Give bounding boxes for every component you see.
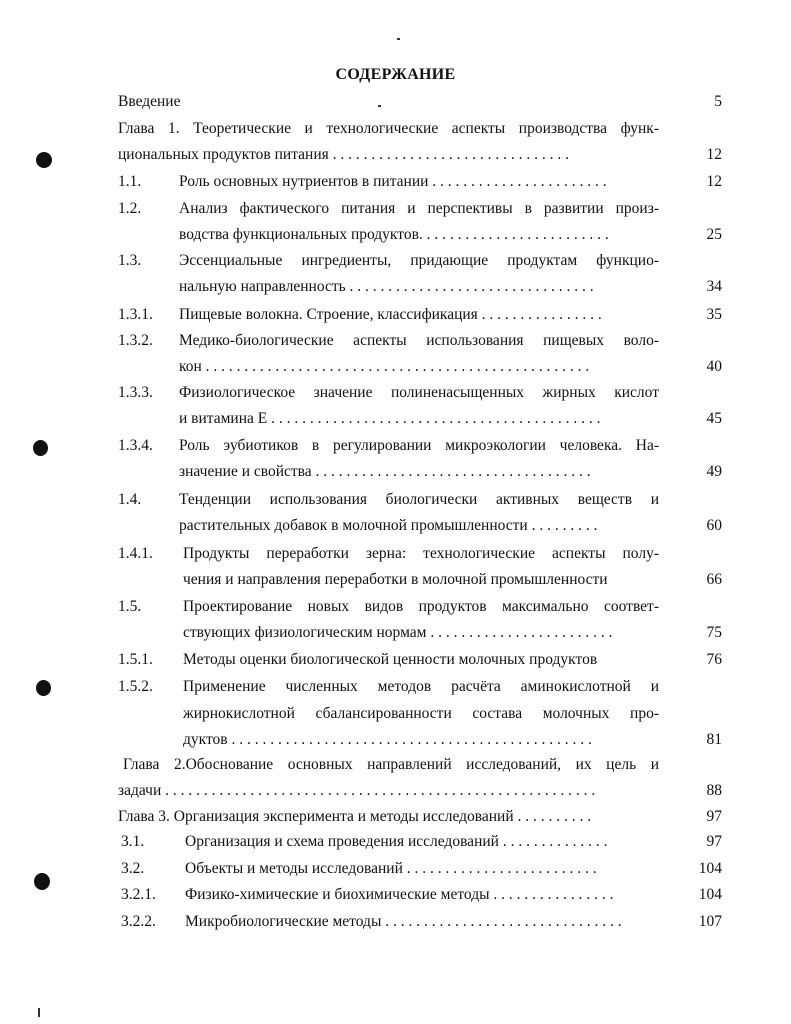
toc-page-number: 40 [706, 358, 722, 375]
toc-entry-text: растительных добавок в молочной промышленности . . . . . . . . . [179, 517, 598, 534]
toc-entry-text: Глава 1. Теоретические и технологические аспекты производства функ- [118, 120, 659, 137]
toc-entry-text: Медико-биологические аспекты использования пищевых воло- [179, 332, 659, 349]
toc-entry-text: Методы оценки биологической ценности молочных продуктов [183, 651, 598, 668]
toc-entry-number: 1.5.2. [118, 678, 153, 695]
toc-entry-text: Роль основных нутриентов в питании . . . . . . . . . . . . . . . . . . . . . . . [179, 173, 607, 190]
toc-entry-number: 1.2. [118, 200, 142, 217]
toc-page-number: 60 [706, 517, 722, 534]
toc-entry-number: 1.3.2. [118, 332, 153, 349]
toc-entry-text: Глава 3. Организация эксперимента и методы исследований . . . . . . . . . . [118, 808, 592, 825]
toc-page-number: 107 [698, 913, 722, 930]
toc-entry-text: Проектирование новых видов продуктов максимально соответ- [183, 598, 659, 615]
toc-entry-text: Организация и схема проведения исследований . . . . . . . . . . . . . . [185, 833, 608, 850]
toc-entry-text: Объекты и методы исследований . . . . . . . . . . . . . . . . . . . . . . . . . [185, 860, 597, 877]
toc-page-number: 104 [698, 886, 722, 903]
toc-entry-number: 3.1. [121, 833, 145, 850]
toc-entry-number: 3.2.1. [121, 886, 156, 903]
toc-entry-text: ствующих физиологическим нормам . . . . . . . . . . . . . . . . . . . . . . . . [183, 624, 613, 641]
toc-entry-text: Физиологическое значение полиненасыщенных жирных кислот [179, 384, 659, 401]
toc-entry-text: Эссенциальные ингредиенты, придающие продуктам функцио- [179, 252, 659, 269]
toc-entry-text: кон . . . . . . . . . . . . . . . . . . . . . . . . . . . . . . . . . . . . . . . . . . . . . . . . . . [179, 358, 590, 375]
punch-hole-mark [34, 873, 50, 890]
toc-entry-text: Микробиологические методы . . . . . . . . . . . . . . . . . . . . . . . . . . . . . . . [185, 913, 622, 930]
toc-page-number: 5 [714, 93, 722, 110]
toc-entry-text: дуктов . . . . . . . . . . . . . . . . . . . . . . . . . . . . . . . . . . . . . . . . . . . . . . . [183, 731, 592, 748]
toc-page-number: 25 [706, 226, 722, 243]
toc-page-number: 75 [706, 624, 722, 641]
toc-entry-text: Применение численных методов расчёта аминокислотной и [183, 678, 659, 695]
toc-entry-text: чения и направления переработки в молочной промышленности [183, 571, 608, 588]
page-title: СОДЕРЖАНИЕ [335, 66, 456, 83]
toc-page-number: 12 [706, 173, 722, 190]
toc-entry-text: задачи . . . . . . . . . . . . . . . . . . . . . . . . . . . . . . . . . . . . . . . . . . . . . . . . . . . . . . . . [118, 782, 596, 799]
toc-entry-number: 1.5. [118, 598, 142, 615]
toc-entry-text: Пищевые волокна. Строение, классификация . . . . . . . . . . . . . . . . [179, 306, 602, 323]
toc-page-number: 45 [706, 410, 722, 427]
toc-page-number: 76 [706, 651, 722, 668]
toc-entry-text: Физико-химические и биохимические методы . . . . . . . . . . . . . . . . [185, 886, 614, 903]
toc-entry-text: Глава 2.Обоснование основных направлений исследований, их цель и [123, 756, 659, 773]
toc-entry-text: жирнокислотной сбалансированности состава молочных про- [183, 705, 659, 722]
toc-entry-number: 1.3. [118, 252, 142, 269]
toc-page-number: 97 [706, 808, 722, 825]
toc-entry-number: 1.1. [118, 173, 142, 190]
toc-page-number: 35 [706, 306, 722, 323]
toc-entry-text: нальную направленность . . . . . . . . . . . . . . . . . . . . . . . . . . . . . . . . [179, 278, 594, 295]
toc-entry-number: 1.3.3. [118, 384, 153, 401]
toc-entry-text: циональных продуктов питания . . . . . . . . . . . . . . . . . . . . . . . . . . . . . . . [118, 146, 570, 163]
toc-entry-text: и витамина Е . . . . . . . . . . . . . . . . . . . . . . . . . . . . . . . . . . . . . . . . . . . [179, 410, 601, 427]
toc-page-number: 81 [706, 731, 722, 748]
toc-entry-number: 1.4. [118, 491, 142, 508]
scan-speck [38, 1008, 40, 1017]
scan-speck [378, 105, 381, 107]
toc-entry-text: водства функциональных продуктов. . . . . . . . . . . . . . . . . . . . . . . . . [179, 226, 609, 243]
toc-entry-text: Тенденции использования биологически активных веществ и [179, 491, 659, 508]
toc-page-number: 88 [706, 782, 722, 799]
toc-entry-text: Продукты переработки зерна: технологические аспекты полу- [183, 545, 659, 562]
toc-page-number: 66 [706, 571, 722, 588]
toc-entry-text: Роль эубиотиков в регулировании микроэкологии человека. На- [179, 437, 659, 454]
toc-page-number: 49 [706, 463, 722, 480]
toc-entry-number: 3.2. [121, 860, 145, 877]
toc-entry-number: 1.5.1. [118, 651, 153, 668]
toc-entry-number: 1.4.1. [118, 545, 153, 562]
toc-page-number: 97 [706, 833, 722, 850]
toc-entry-text: значение и свойства . . . . . . . . . . . . . . . . . . . . . . . . . . . . . . . . . . . . [179, 463, 591, 480]
toc-entry-number: 3.2.2. [121, 913, 156, 930]
toc-entry-number: 1.3.4. [118, 437, 153, 454]
punch-hole-mark [36, 152, 52, 168]
toc-page-number: 104 [698, 860, 722, 877]
punch-hole-mark [33, 440, 48, 456]
toc-entry-number: 1.3.1. [118, 306, 153, 323]
punch-hole-mark [36, 680, 51, 696]
toc-entry-text: Введение [118, 93, 181, 110]
scan-speck [397, 38, 400, 40]
toc-entry-text: Анализ фактического питания и перспективы в развитии произ- [179, 200, 659, 217]
toc-page-number: 12 [706, 146, 722, 163]
toc-page-number: 34 [706, 278, 722, 295]
